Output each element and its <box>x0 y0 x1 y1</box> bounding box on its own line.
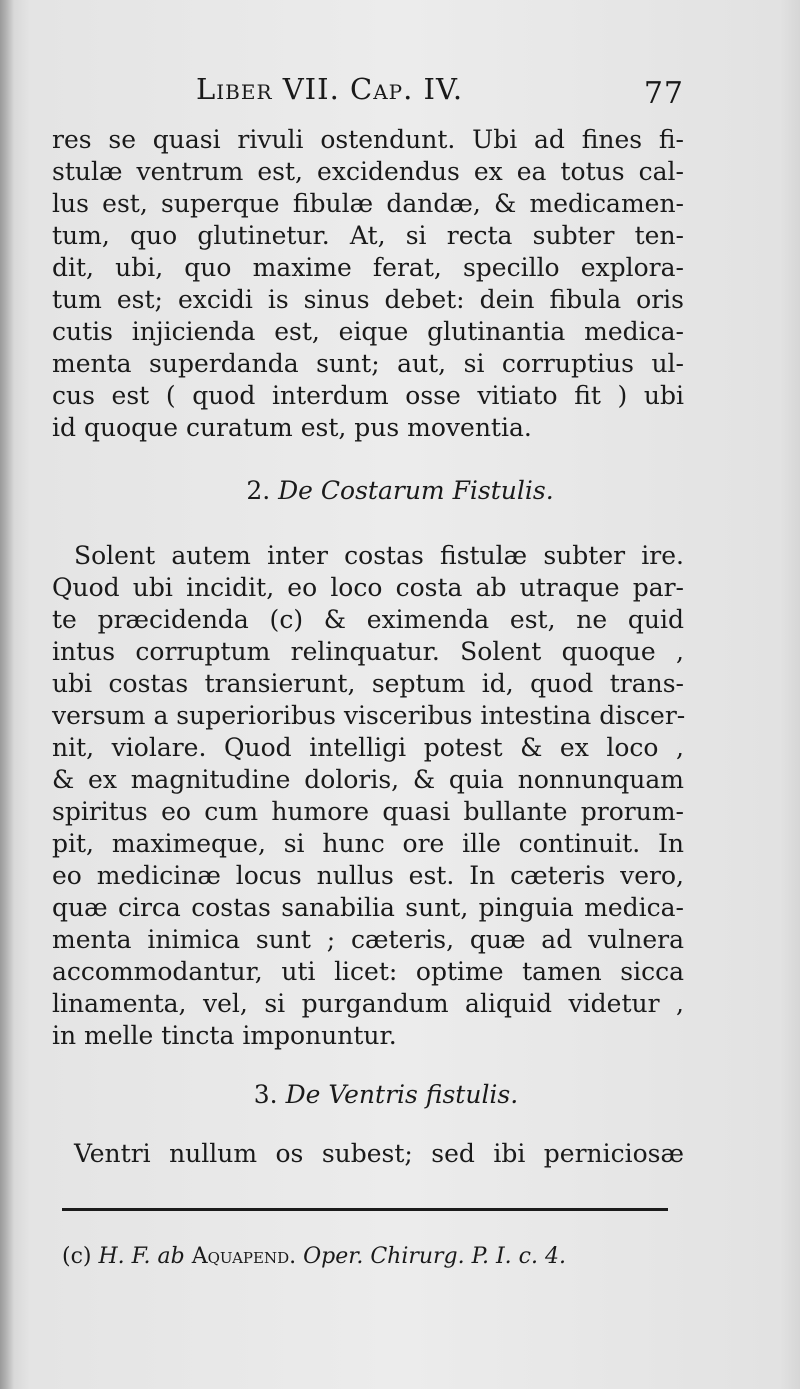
text-line: tum est; excidi is sinus debet: dein fibula oris <box>52 285 684 314</box>
running-head: Liber VII. Cap. IV. <box>196 72 464 106</box>
text-line: res se quasi rivuli ostendunt. Ubi ad fines fi- <box>52 125 684 154</box>
text-line: stulæ ventrum est, excidendus ex ea totus cal- <box>52 157 684 186</box>
paragraph-3 <box>52 1138 684 1170</box>
text-line: tum, quo glutinetur. At, si recta subter ten- <box>52 221 684 250</box>
text-line: in melle tincta imponuntur. <box>52 1021 397 1050</box>
text-line: id quoque curatum est, pus moventia. <box>52 413 532 442</box>
text-line: menta inimica sunt ; cæteris, quæ ad vulnera <box>52 925 684 954</box>
binding-shadow <box>0 0 14 1389</box>
text-line: eo medicinæ locus nullus est. In cæteris vero, <box>52 861 684 890</box>
page-number: 77 <box>643 76 684 111</box>
section-number: 3. <box>253 1080 278 1109</box>
footnote-marker: (c) <box>62 1244 92 1269</box>
text-line: Quod ubi incidit, eo loco costa ab utraque par- <box>52 573 684 602</box>
paragraph-2 <box>52 540 684 1052</box>
page-header <box>196 72 684 116</box>
text-line: accommodantur, uti licet: optime tamen sicca <box>52 957 684 986</box>
footnote-work: Oper. Chirurg. P. I. c. 4. <box>303 1244 566 1269</box>
text-line: nit, violare. Quod intelligi potest & ex loco , <box>52 733 684 762</box>
text-line: Ventri nullum os subest; sed ibi perniciosæ <box>74 1139 684 1168</box>
text-line: te præcidenda (c) & eximenda est, ne quid <box>52 605 684 634</box>
text-line: cutis injicienda est, eique glutinantia medica- <box>52 317 684 346</box>
text-line: quæ circa costas sanabilia sunt, pinguia medica- <box>52 893 684 922</box>
text-line: cus est ( quod interdum osse vitiato fit ) ubi <box>52 381 684 410</box>
text-line: pit, maximeque, si hunc ore ille continuit. In <box>52 829 684 858</box>
text-line: intus corruptum relinquatur. Solent quoque , <box>52 637 684 666</box>
section-number: 2. <box>246 476 271 505</box>
text-line: spiritus eo cum humore quasi bullante prorum- <box>52 797 684 826</box>
text-line: versum a superioribus visceribus intestina discer- <box>52 701 686 730</box>
footnote-name: Aquapend. <box>191 1244 297 1269</box>
footnote-author: H. F. ab <box>98 1244 185 1269</box>
section-heading-2 <box>0 476 800 505</box>
text-line: lus est, superque fibulæ dandæ, & medicamen- <box>52 189 684 218</box>
text-line: dit, ubi, quo maxime ferat, specillo explora- <box>52 253 684 282</box>
paragraph-1 <box>52 124 684 444</box>
section-heading-3 <box>0 1080 786 1109</box>
text-line: & ex magnitudine doloris, & quia nonnunquam <box>52 765 684 794</box>
footnote-rule <box>62 1208 668 1211</box>
section-title: De Ventris fistulis. <box>285 1080 519 1109</box>
text-line: ubi costas transierunt, septum id, quod trans- <box>52 669 684 698</box>
text-line: menta superdanda sunt; aut, si corruptius ul- <box>52 349 684 378</box>
footnote <box>62 1244 702 1269</box>
text-line: linamenta, vel, si purgandum aliquid videtur , <box>52 989 684 1018</box>
section-title: De Costarum Fistulis. <box>278 476 554 505</box>
text-line: Solent autem inter costas fistulæ subter ire. <box>74 541 684 570</box>
